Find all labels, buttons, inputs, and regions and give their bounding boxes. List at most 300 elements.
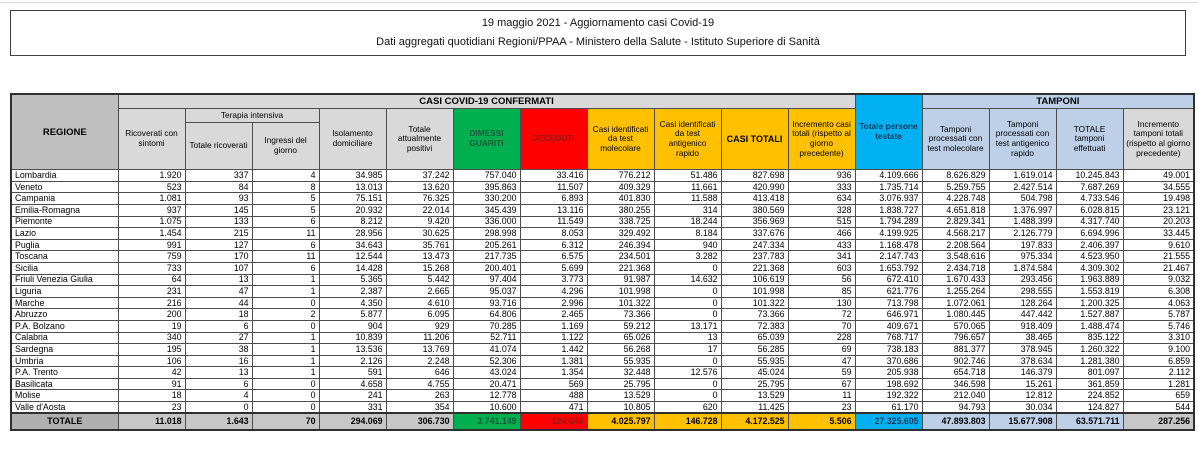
value-cell: 23 [118,402,185,414]
value-cell: 95.037 [453,286,520,298]
value-cell: 331 [319,402,386,414]
value-cell: 13.171 [654,320,721,332]
table-row [11,332,1194,344]
value-cell: 9.032 [1123,274,1194,286]
value-cell: 76.325 [386,193,453,205]
value-cell: 504.798 [989,193,1056,205]
value-cell: 2.126.779 [989,228,1056,240]
value-cell: 337.676 [721,228,788,240]
value-cell: 22.014 [386,204,453,216]
value-cell: 3.310 [1123,332,1194,344]
value-cell: 8 [252,181,319,193]
value-cell: 247.334 [721,239,788,251]
value-cell: 205.261 [453,239,520,251]
value-cell: 55.935 [587,355,654,367]
value-cell: 6.575 [520,251,587,263]
total-value-cell: 3.741.149 [453,413,520,430]
value-cell: 51.486 [654,170,721,182]
table-row [11,193,1194,205]
table-row [11,320,1194,332]
value-cell: 1.072.061 [922,297,989,309]
value-cell: 5.259.755 [922,181,989,193]
value-cell: 10.600 [453,402,520,414]
col-header-deceduti: DECEDUTI [520,109,587,170]
value-cell: 1.735.714 [855,181,922,193]
value-cell: 9.420 [386,216,453,228]
total-value-cell: 5.506 [788,413,855,430]
value-cell: 409.329 [587,181,654,193]
region-cell: Piemonte [11,216,118,228]
value-cell: 11 [252,228,319,240]
value-cell: 1.122 [520,332,587,344]
value-cell: 346.598 [922,378,989,390]
value-cell: 2.387 [319,286,386,298]
value-cell: 4.733.546 [1056,193,1123,205]
total-value-cell: 63.571.711 [1056,413,1123,430]
col-header-casi-test-molecolare: Casi identificati da test molecolare [587,109,654,170]
value-cell: 569 [520,378,587,390]
value-cell: 56.268 [587,344,654,356]
value-cell: 3.282 [654,251,721,263]
col-header-tamponi-molecolare: Tamponi processati con test molecolare [922,109,989,170]
value-cell: 0 [654,390,721,402]
value-cell: 4.523.950 [1056,251,1123,263]
total-value-cell: 124.646 [520,413,587,430]
value-cell: 192.322 [855,390,922,402]
value-cell: 298.998 [453,228,520,240]
col-header-totale-persone-testate: Totale persone testate [855,94,922,170]
value-cell: 200.401 [453,262,520,274]
value-cell: 228 [788,332,855,344]
value-cell: 91 [118,378,185,390]
value-cell: 14.428 [319,262,386,274]
table-row [11,251,1194,263]
value-cell: 827.698 [721,170,788,182]
value-cell: 69 [788,344,855,356]
value-cell: 5.877 [319,309,386,321]
value-cell: 56 [788,274,855,286]
value-cell: 801.097 [1056,367,1123,379]
value-cell: 2.465 [520,309,587,321]
value-cell: 4 [252,170,319,182]
value-cell: 146.379 [989,367,1056,379]
value-cell: 49.001 [1123,170,1194,182]
value-cell: 5 [252,193,319,205]
value-cell: 84 [185,181,252,193]
total-value-cell: 146.728 [654,413,721,430]
value-cell: 380.569 [721,204,788,216]
total-value-cell: 27.325.605 [855,413,922,430]
value-cell: 5.442 [386,274,453,286]
value-cell: 4.317.740 [1056,216,1123,228]
value-cell: 0 [654,355,721,367]
value-cell: 94.793 [922,402,989,414]
value-cell: 47 [185,286,252,298]
value-cell: 646.971 [855,309,922,321]
value-cell: 447.442 [989,309,1056,321]
value-cell: 91.987 [587,274,654,286]
value-cell: 59.212 [587,320,654,332]
table-row [11,297,1194,309]
region-cell: Liguria [11,286,118,298]
value-cell: 768.717 [855,332,922,344]
region-cell: Umbria [11,355,118,367]
table-row [11,204,1194,216]
value-cell: 937 [118,204,185,216]
value-cell: 34.985 [319,170,386,182]
value-cell: 1.963.889 [1056,274,1123,286]
value-cell: 5.699 [520,262,587,274]
value-cell: 413.418 [721,193,788,205]
value-cell: 13.620 [386,181,453,193]
value-cell: 10.805 [587,402,654,414]
region-cell: Basilicata [11,378,118,390]
value-cell: 1.619.014 [989,170,1056,182]
value-cell: 195 [118,344,185,356]
value-cell: 370.686 [855,355,922,367]
value-cell: 42 [118,367,185,379]
value-cell: 738.183 [855,344,922,356]
group-header-terapia-intensiva: Terapia intensiva [185,109,319,123]
value-cell: 336.000 [453,216,520,228]
value-cell: 6 [185,320,252,332]
value-cell: 3.076.937 [855,193,922,205]
value-cell: 263 [386,390,453,402]
value-cell: 3.773 [520,274,587,286]
value-cell: 11 [252,251,319,263]
value-cell: 1 [252,367,319,379]
value-cell: 19.498 [1123,193,1194,205]
value-cell: 25.795 [587,378,654,390]
value-cell: 634 [788,193,855,205]
value-cell: 73.366 [721,309,788,321]
value-cell: 354 [386,402,453,414]
value-cell: 32.448 [587,367,654,379]
value-cell: 6.308 [1123,286,1194,298]
value-cell: 659 [1123,390,1194,402]
value-cell: 523 [118,181,185,193]
table-header [11,94,1194,170]
region-cell: Friuli Venezia Giulia [11,274,118,286]
value-cell: 234.501 [587,251,654,263]
table-row [11,378,1194,390]
value-cell: 333 [788,181,855,193]
total-value-cell: 4.172.525 [721,413,788,430]
value-cell: 646 [386,367,453,379]
value-cell: 72.383 [721,320,788,332]
value-cell: 14.632 [654,274,721,286]
value-cell: 0 [252,402,319,414]
value-cell: 11.507 [520,181,587,193]
value-cell: 1.794.289 [855,216,922,228]
value-cell: 11.206 [386,332,453,344]
value-cell: 13.013 [319,181,386,193]
value-cell: 7.687.269 [1056,181,1123,193]
total-value-cell: 287.256 [1123,413,1194,430]
value-cell: 2.112 [1123,367,1194,379]
col-header-dimessi-guariti: DIMESSI GUARITI [453,109,520,170]
value-cell: 55.935 [721,355,788,367]
total-value-cell: 15.677.908 [989,413,1056,430]
value-cell: 221.368 [587,262,654,274]
value-cell: 198.692 [855,378,922,390]
table-row [11,309,1194,321]
value-cell: 1.260.322 [1056,344,1123,356]
value-cell: 13.473 [386,251,453,263]
region-cell: Sardegna [11,344,118,356]
value-cell: 0 [252,378,319,390]
value-cell: 101.998 [721,286,788,298]
value-cell: 1 [252,355,319,367]
value-cell: 106 [118,355,185,367]
total-value-cell: 70 [252,413,319,430]
value-cell: 205.938 [855,367,922,379]
value-cell: 395.863 [453,181,520,193]
value-cell: 1 [252,274,319,286]
value-cell: 757.040 [453,170,520,182]
report-date-title: 19 maggio 2021 - Aggiornamento casi Covid-19 [481,17,715,29]
value-cell: 796.657 [922,332,989,344]
value-cell: 127 [185,239,252,251]
value-cell: 4.296 [520,286,587,298]
value-cell: 101.322 [587,297,654,309]
value-cell: 330.200 [453,193,520,205]
value-cell: 28.956 [319,228,386,240]
value-cell: 30.625 [386,228,453,240]
value-cell: 45.024 [721,367,788,379]
value-cell: 52.711 [453,332,520,344]
value-cell: 97.404 [453,274,520,286]
value-cell: 409.671 [855,320,922,332]
value-cell: 4.063 [1123,297,1194,309]
total-label-cell: TOTALE [11,413,118,430]
value-cell: 0 [654,262,721,274]
value-cell: 1.442 [520,344,587,356]
value-cell: 73.366 [587,309,654,321]
value-cell: 0 [252,390,319,402]
value-cell: 936 [788,170,855,182]
value-cell: 43.024 [453,367,520,379]
value-cell: 200 [118,309,185,321]
value-cell: 4.610 [386,297,453,309]
value-cell: 591 [319,367,386,379]
value-cell: 6 [185,378,252,390]
value-cell: 4 [185,390,252,402]
table-row [11,355,1194,367]
value-cell: 64.806 [453,309,520,321]
col-header-totale-ricoverati: Totale ricoverati [185,123,252,170]
value-cell: 11.425 [721,402,788,414]
region-cell: Puglia [11,239,118,251]
value-cell: 12.812 [989,390,1056,402]
col-header-ingressi-del-giorno: Ingressi del giorno [252,123,319,170]
region-cell: Marche [11,297,118,309]
value-cell: 380.255 [587,204,654,216]
value-cell: 361.859 [1056,378,1123,390]
value-cell: 4.658 [319,378,386,390]
value-cell: 0 [252,320,319,332]
value-cell: 8.053 [520,228,587,240]
value-cell: 5.746 [1123,320,1194,332]
value-cell: 197.833 [989,239,1056,251]
value-cell: 38.465 [989,332,1056,344]
value-cell: 6.028.815 [1056,204,1123,216]
value-cell: 4.350 [319,297,386,309]
value-cell: 12.544 [319,251,386,263]
value-cell: 11.588 [654,193,721,205]
value-cell: 47 [788,355,855,367]
value-cell: 6.312 [520,239,587,251]
value-cell: 215 [185,228,252,240]
value-cell: 145 [185,204,252,216]
value-cell: 13.116 [520,204,587,216]
value-cell: 328 [788,204,855,216]
value-cell: 64 [118,274,185,286]
window-top-border [0,2,1198,3]
value-cell: 2.434.718 [922,262,989,274]
value-cell: 776.212 [587,170,654,182]
value-cell: 12.778 [453,390,520,402]
value-cell: 6.095 [386,309,453,321]
value-cell: 1 [252,332,319,344]
value-cell: 13 [185,274,252,286]
value-cell: 1.381 [520,355,587,367]
value-cell: 2.665 [386,286,453,298]
value-cell: 133 [185,216,252,228]
value-cell: 4.228.748 [922,193,989,205]
value-cell: 1.454 [118,228,185,240]
value-cell: 11.549 [520,216,587,228]
value-cell: 6.859 [1123,355,1194,367]
value-cell: 835.122 [1056,332,1123,344]
col-header-incremento-casi-totali: Incremento casi totali (rispetto al giorno precedente) [788,109,855,170]
value-cell: 1.080.445 [922,309,989,321]
value-cell: 1.838.727 [855,204,922,216]
value-cell: 44 [185,297,252,309]
value-cell: 2.147.743 [855,251,922,263]
value-cell: 37.242 [386,170,453,182]
value-cell: 27 [185,332,252,344]
total-value-cell: 306.730 [386,413,453,430]
value-cell: 34.643 [319,239,386,251]
value-cell: 6.893 [520,193,587,205]
value-cell: 106.619 [721,274,788,286]
col-header-incremento-tamponi: Incremento tamponi totali (rispetto al giorno precedente) [1123,109,1194,170]
value-cell: 902.746 [922,355,989,367]
value-cell: 5 [252,204,319,216]
region-cell: Sicilia [11,262,118,274]
value-cell: 1.488.399 [989,216,1056,228]
value-cell: 10.245.843 [1056,170,1123,182]
value-cell: 1.488.474 [1056,320,1123,332]
value-cell: 101.322 [721,297,788,309]
value-cell: 130 [788,297,855,309]
value-cell: 8.184 [654,228,721,240]
region-cell: Veneto [11,181,118,193]
value-cell: 329.492 [587,228,654,240]
col-header-regione: REGIONE [11,94,118,170]
region-cell: Toscana [11,251,118,263]
value-cell: 67 [788,378,855,390]
value-cell: 1.527.887 [1056,309,1123,321]
value-cell: 298.555 [989,286,1056,298]
value-cell: 345.439 [453,204,520,216]
value-cell: 15.261 [989,378,1056,390]
col-header-isolamento-domiciliare: Isolamento domiciliare [319,109,386,170]
value-cell: 13.536 [319,344,386,356]
value-cell: 65.039 [721,332,788,344]
table-row [11,239,1194,251]
value-cell: 544 [1123,402,1194,414]
value-cell: 1.200.325 [1056,297,1123,309]
covid-data-table [10,93,1195,431]
value-cell: 72 [788,309,855,321]
col-header-ricoverati-con-sintomi: Ricoverati con sintomi [118,109,185,170]
value-cell: 23.121 [1123,204,1194,216]
value-cell: 13.769 [386,344,453,356]
region-cell: Molise [11,390,118,402]
report-title-box [10,10,1186,56]
value-cell: 654.718 [922,367,989,379]
value-cell: 170 [185,251,252,263]
value-cell: 759 [118,251,185,263]
value-cell: 20.932 [319,204,386,216]
region-cell: Campania [11,193,118,205]
total-value-cell: 11.018 [118,413,185,430]
col-header-totale-tamponi: TOTALE tamponi effettuati [1056,109,1123,170]
value-cell: 940 [654,239,721,251]
table-row [11,390,1194,402]
value-cell: 85 [788,286,855,298]
value-cell: 1.874.584 [989,262,1056,274]
value-cell: 2.996 [520,297,587,309]
value-cell: 12.576 [654,367,721,379]
value-cell: 1 [252,286,319,298]
region-cell: Abruzzo [11,309,118,321]
value-cell: 337 [185,170,252,182]
value-cell: 341 [788,251,855,263]
table-row [11,262,1194,274]
value-cell: 93.716 [453,297,520,309]
value-cell: 4.568.217 [922,228,989,240]
total-value-cell: 47.893.803 [922,413,989,430]
value-cell: 56.285 [721,344,788,356]
value-cell: 34.555 [1123,181,1194,193]
table-row [11,228,1194,240]
value-cell: 20.471 [453,378,520,390]
value-cell: 5.365 [319,274,386,286]
value-cell: 570.065 [922,320,989,332]
group-header-casi-confermati: CASI COVID-19 CONFERMATI [118,94,855,109]
value-cell: 17 [654,344,721,356]
value-cell: 0 [654,297,721,309]
value-cell: 991 [118,239,185,251]
report-source-subtitle: Dati aggregati quotidiani Regioni/PPAA - Ministero della Salute - Istituto Superiore di Sanità [376,36,820,48]
value-cell: 41.074 [453,344,520,356]
value-cell: 488 [520,390,587,402]
value-cell: 8.626.829 [922,170,989,182]
value-cell: 1.075 [118,216,185,228]
table-row [11,402,1194,414]
value-cell: 1.168.478 [855,239,922,251]
value-cell: 0 [252,297,319,309]
value-cell: 18 [118,390,185,402]
value-cell: 13.529 [587,390,654,402]
group-header-tamponi: TAMPONI [922,94,1194,109]
value-cell: 212.040 [922,390,989,402]
value-cell: 1.376.997 [989,204,1056,216]
value-cell: 378.945 [989,344,1056,356]
